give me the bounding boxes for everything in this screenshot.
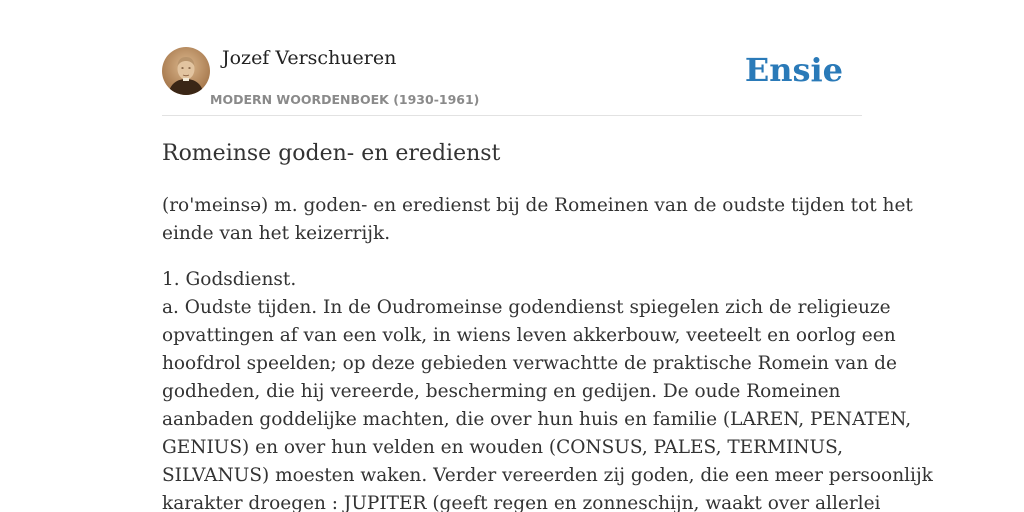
text-line: einde van het keizerrijk. <box>162 223 391 244</box>
entry-body <box>162 192 933 512</box>
author-avatar[interactable] <box>162 47 210 95</box>
site-logo[interactable]: Ensie <box>744 51 843 89</box>
text-line: (ro'meinsə) m. goden- en eredienst bij de Romeinen van de oudste tijden tot het <box>162 195 913 216</box>
text-line: aanbaden goddelijke machten, die over hun huis en familie (LAREN, PENATEN, <box>162 409 912 430</box>
text-line: godheden, die hij vereerde, bescherming en gedijen. De oude Romeinen <box>162 381 841 402</box>
header-divider <box>162 115 862 116</box>
text-line: a. Oudste tijden. In de Oudromeinse godendienst spiegelen zich de religieuze <box>162 297 891 318</box>
text-line: GENIUS) en over hun velden en wouden (CONSUS, PALES, TERMINUS, <box>162 437 844 458</box>
text-line: opvattingen af van een volk, in wiens leven akkerbouw, veeteelt en oorlog een <box>162 325 896 346</box>
entry-paragraph <box>162 266 933 512</box>
text-line: karakter droegen : JUPITER (geeft regen en zonneschijn, waakt over allerlei <box>162 493 881 512</box>
author-name[interactable]: Jozef Verschueren <box>222 47 397 69</box>
section-heading: 1. Godsdienst. <box>162 269 297 290</box>
entry-title: Romeinse goden- en eredienst <box>162 141 501 166</box>
text-line: SILVANUS) moesten waken. Verder vereerden zij goden, die een meer persoonlijk <box>162 465 933 486</box>
author-portrait-image <box>162 47 210 95</box>
source-label[interactable]: MODERN WOORDENBOEK (1930-1961) <box>210 92 480 107</box>
text-line: hoofdrol speelden; op deze gebieden verwachtte de praktische Romein van de <box>162 353 897 374</box>
entry-paragraph <box>162 192 913 248</box>
